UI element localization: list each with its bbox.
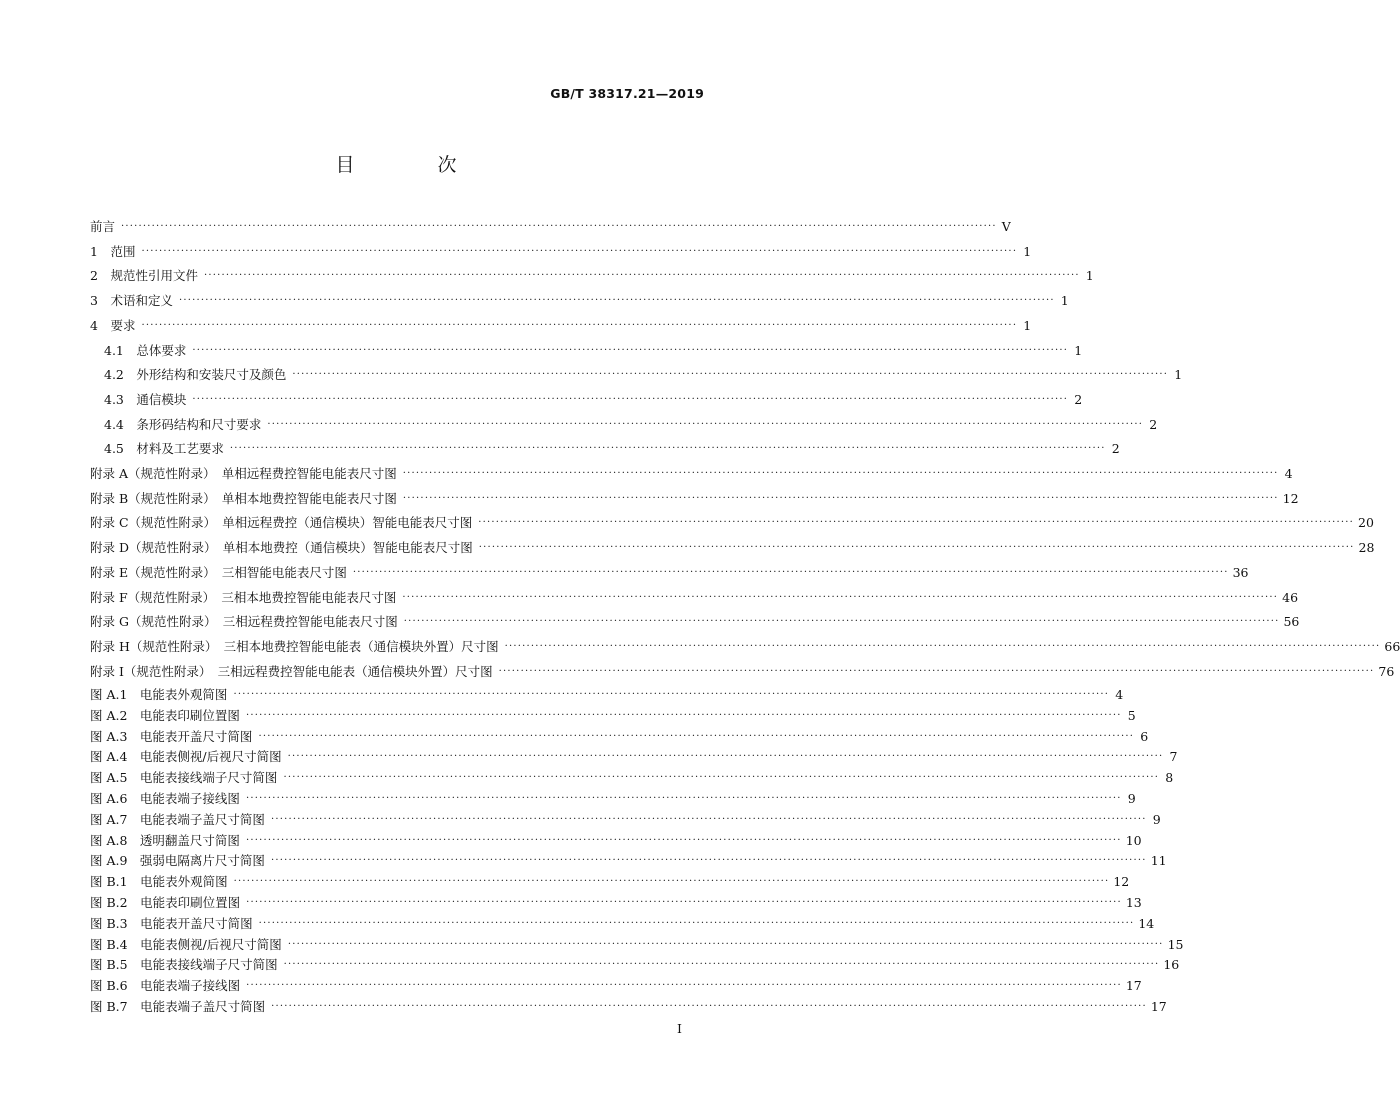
figure-entry-label: 图 B.7 电能表端子盖尺寸简图 [90,999,266,1014]
toc-entry-page: 20 [1358,515,1374,531]
leader-dots: ········································································································································································································ [283,959,1160,971]
toc-entry-label: 3 术语和定义 [90,293,173,309]
figure-entry[interactable] [90,765,1174,786]
leader-dots: ········································································································································································································ [271,1001,1147,1012]
figure-entry-page: 9 [1127,791,1136,806]
figure-entry[interactable] [90,932,1184,952]
figure-entry-page: 12 [1113,874,1130,890]
figure-entry[interactable] [90,786,1136,806]
toc-entry-label: 附录 F（规范性附录） 三相本地费控智能电能表尺寸图 [90,589,397,605]
toc-entry[interactable] [90,387,1083,407]
toc-entry-label: 附录 H（规范性附录） 三相本地费控智能电能表（通信模块外置）尺寸图 [90,638,499,654]
figure-entry-page: 4 [1115,687,1124,702]
toc-entry-label: 4.3 通信模块 [104,391,187,407]
toc-entry-label: 2 规范性引用文件 [90,268,198,284]
leader-dots: ········································································································································································································ [498,665,1375,677]
toc-entry-page: 46 [1282,589,1299,605]
toc-entry-page: 1 [1023,243,1032,259]
page-title: 目 次 [335,154,489,176]
toc-entry-label: 附录 I（规范性附录） 三相远程费控智能电能表（通信模块外置）尺寸图 [90,663,493,679]
toc-entry-page: 28 [1358,540,1375,556]
leader-dots: ········································································································································································································ [287,751,1164,763]
toc-entry-page: 1 [1174,367,1183,383]
leader-dots: ········································································································································································································ [246,980,1122,992]
figure-entry[interactable] [90,973,1142,994]
toc-entry-label: 4.2 外形结构和安装尺寸及颜色 [104,367,287,383]
figure-entry-page: 9 [1152,811,1161,827]
toc-entry-page: V [1001,219,1011,234]
figure-entry-page: 17 [1150,999,1167,1014]
figure-entry-page: 8 [1165,770,1174,786]
leader-dots: ········································································································································································································ [121,221,997,232]
figure-entry-page: 11 [1150,853,1167,869]
leader-dots: ········································································································································································································ [245,709,1122,721]
figure-entry-label: 图 A.5 电能表接线端子尺寸简图 [90,770,278,786]
toc-entry[interactable] [90,412,1158,432]
toc-entry-page: 4 [1284,466,1293,481]
figure-entry-label: 图 B.4 电能表侧视/后视尺寸简图 [90,936,282,952]
leader-dots: ········································································································································································································ [246,897,1122,908]
figure-entry[interactable] [90,952,1180,973]
toc-entry[interactable] [90,313,1032,333]
toc-entry-page: 2 [1111,441,1120,457]
leader-dots: ········································································································································································································ [267,418,1144,430]
figure-entry-label: 图 A.7 电能表端子盖尺寸简图 [90,811,265,827]
leader-dots: ········································································································································································································ [504,640,1381,652]
leader-dots: ········································································································································································································ [245,834,1122,846]
figure-entry[interactable] [90,682,1124,702]
leader-dots: ········································································································································································································ [233,689,1110,700]
toc-entry-label: 4.1 总体要求 [104,342,187,358]
toc-entry[interactable] [90,560,1249,580]
toc-entry-label: 前言 [90,219,116,234]
leader-dots: ········································································································································································································ [192,344,1069,356]
figure-entry-page: 14 [1138,915,1155,931]
toc-entry[interactable] [90,436,1120,457]
toc-entry[interactable] [90,659,1395,679]
figure-entry-label: 图 A.1 电能表外观简图 [90,687,228,702]
figure-entry[interactable] [90,848,1167,869]
leader-dots: ········································································································································································································ [258,730,1135,742]
figure-entry[interactable] [90,828,1142,848]
toc-entry-label: 1 范围 [90,243,136,259]
figure-entry-label: 图 B.1 电能表外观简图 [90,874,228,890]
toc-entry-page: 1 [1074,342,1083,358]
figure-entry-label: 图 A.4 电能表侧视/后视尺寸简图 [90,749,282,765]
toc-entry[interactable] [90,461,1293,481]
leader-dots: ········································································································································································································ [352,566,1229,578]
toc-entry[interactable] [90,510,1374,531]
figure-entry[interactable] [90,869,1130,890]
leader-dots: ········································································································································································································ [203,270,1080,282]
toc-entry-label: 4.4 条形码结构和尺寸要求 [104,416,262,432]
toc-entry-page: 1 [1060,293,1069,309]
toc-entry-page: 1 [1023,317,1032,333]
toc-entry-page: 56 [1283,614,1300,630]
toc-entry-label: 附录 G（规范性附录） 三相远程费控智能电能表尺寸图 [90,614,398,630]
figure-entry-page: 16 [1163,957,1180,973]
figure-entry-page: 15 [1167,936,1184,952]
toc-entry[interactable] [90,634,1400,654]
figure-entry-page: 5 [1127,707,1136,723]
toc-entry-label: 4.5 材料及工艺要求 [104,441,224,457]
leader-dots: ········································································································································································································ [192,393,1069,405]
toc-entry[interactable] [90,239,1032,259]
toc-entry-label: 附录 C（规范性附录） 单相远程费控（通信模块）智能电能表尺寸图 [90,515,473,531]
leader-dots: ········································································································································································································ [178,295,1055,307]
toc-entry-page: 2 [1074,391,1083,407]
toc-entry-page: 2 [1149,416,1158,432]
figure-entry[interactable] [90,994,1167,1014]
toc-entry-page: 12 [1282,490,1299,506]
leader-dots: ········································································································································································································ [403,616,1280,628]
leader-dots: ········································································································································································································ [402,492,1279,504]
figure-entry-label: 图 A.8 透明翻盖尺寸简图 [90,832,240,848]
figure-entry[interactable] [90,703,1136,723]
leader-dots: ········································································································································································································ [229,443,1106,455]
figure-entry-label: 图 A.6 电能表端子接线图 [90,791,240,806]
leader-dots: ········································································································································································································ [233,876,1110,888]
leader-dots: ········································································································································································································ [141,245,1018,257]
figure-entry[interactable] [90,890,1142,910]
toc-entry[interactable] [90,486,1299,506]
toc-entry-label: 附录 A（规范性附录） 单相远程费控智能电能表尺寸图 [90,466,397,481]
standard-number: GB/T 38317.21—2019 [550,86,704,101]
figure-entry-label: 图 A.2 电能表印刷位置图 [90,707,240,723]
leader-dots: ········································································································································································································ [258,917,1135,929]
leader-dots: ········································································································································································································ [141,319,1018,331]
toc-entry[interactable] [90,585,1299,605]
figure-entry-page: 13 [1125,895,1142,910]
leader-dots: ········································································································································································································ [478,517,1355,529]
figure-entry-label: 图 A.9 强弱电隔离片尺寸简图 [90,853,265,869]
toc-entry-page: 76 [1378,663,1395,679]
toc-entry-label: 4 要求 [90,317,136,333]
leader-dots: ········································································································································································································ [478,542,1355,554]
toc-entry-page: 36 [1232,564,1249,580]
leader-dots: ········································································································································································································ [245,793,1122,804]
leader-dots: ········································································································································································································ [402,468,1279,479]
leader-dots: ········································································································································································································ [283,772,1160,784]
toc-entry-label: 附录 B（规范性附录） 单相本地费控智能电能表尺寸图 [90,490,397,506]
toc-entry[interactable] [90,338,1083,358]
toc-entry[interactable] [90,214,1011,234]
figure-entry-page: 10 [1125,832,1142,848]
figure-entry-label: 图 A.3 电能表开盖尺寸简图 [90,728,253,744]
page-number: I [677,1021,682,1036]
toc-entry-page: 66 [1384,638,1400,654]
figure-entry[interactable] [90,724,1149,744]
toc-entry-label: 附录 E（规范性附录） 三相智能电能表尺寸图 [90,564,347,580]
figure-entry[interactable] [90,744,1178,765]
toc-entry-label: 附录 D（规范性附录） 单相本地费控（通信模块）智能电能表尺寸图 [90,540,473,556]
leader-dots: ········································································································································································································ [270,855,1147,867]
figure-entry[interactable] [90,807,1161,827]
figure-entry-label: 图 B.6 电能表端子接线图 [90,978,241,994]
figure-entry-label: 图 B.2 电能表印刷位置图 [90,895,241,910]
toc-entry[interactable] [90,535,1375,556]
figure-entry-label: 图 B.5 电能表接线端子尺寸简图 [90,957,278,973]
toc-entry[interactable] [90,362,1183,383]
figure-entry-page: 7 [1169,749,1178,765]
leader-dots: ········································································································································································································ [287,938,1164,950]
toc-entry[interactable] [90,609,1300,630]
leader-dots: ········································································································································································································ [292,369,1169,381]
figure-entry-page: 6 [1140,728,1149,744]
toc-entry[interactable] [90,263,1094,284]
leader-dots: ········································································································································································································ [270,813,1147,825]
leader-dots: ········································································································································································································ [402,591,1279,603]
figure-entry-page: 17 [1125,978,1142,994]
figure-entry-label: 图 B.3 电能表开盖尺寸简图 [90,915,253,931]
toc-entry-page: 1 [1085,268,1094,284]
figure-entry[interactable] [90,911,1155,931]
toc-entry[interactable] [90,288,1069,309]
